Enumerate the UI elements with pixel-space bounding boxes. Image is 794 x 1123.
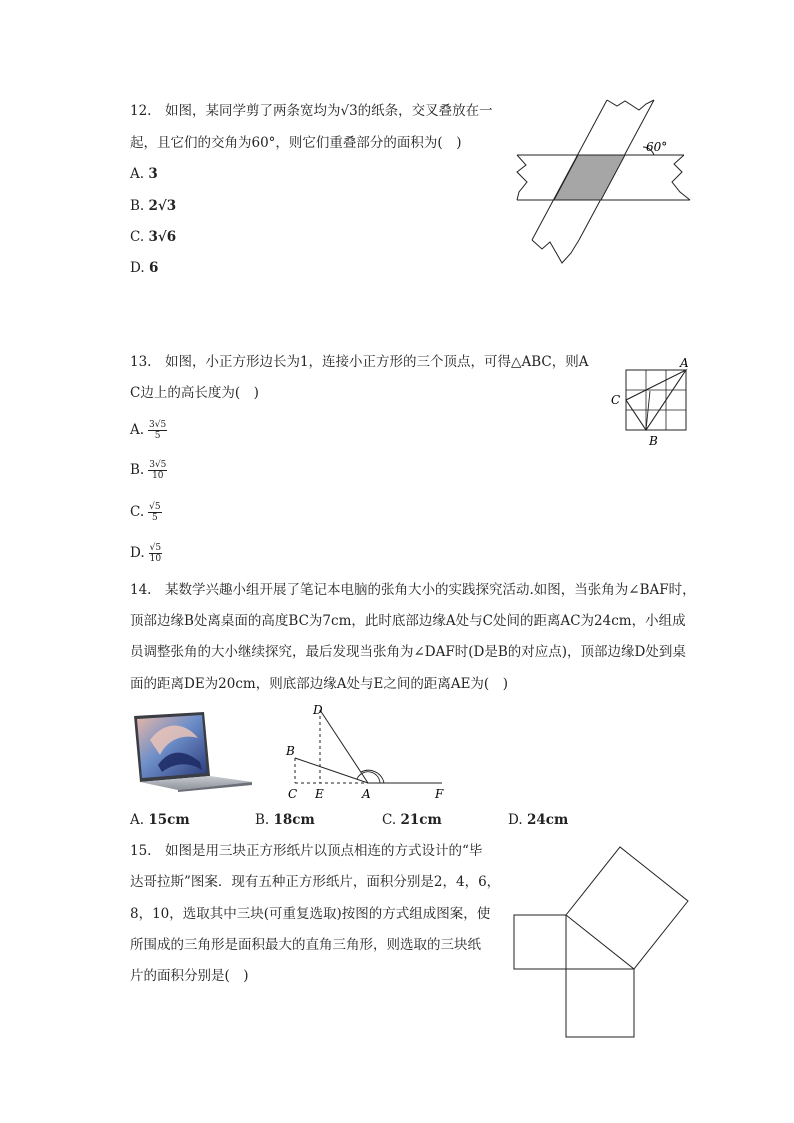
option-label: A. — [130, 422, 145, 438]
q13-option-c[interactable] — [130, 502, 162, 523]
angle-label: 60° — [646, 140, 668, 154]
q13-text-line1: 13. 如图，小正方形边长为1，连接小正方形的三个顶点，可得△ABC，则A — [130, 354, 589, 370]
label-a: A — [362, 787, 371, 801]
square-bottom — [566, 969, 634, 1037]
q14-text-line2: 顶部边缘B处离桌面的高度BC为7cm，此时底部边缘A处与C处间的距离AC为24cm，小组成 — [130, 613, 686, 629]
label-d: D — [313, 703, 323, 717]
q12-option-a[interactable] — [130, 164, 158, 184]
fraction: $\frac{√5}{5}$ — [149, 502, 161, 523]
option-label: A. — [130, 166, 145, 182]
q14-option-b[interactable] — [255, 810, 315, 830]
label-b: B — [649, 434, 658, 448]
label-c: C — [611, 393, 621, 407]
q13-figure-grid-triangle — [608, 355, 700, 450]
q13-text-line2: C边上的高长度为( ) — [130, 385, 259, 401]
label-a: A — [680, 356, 689, 370]
option-label: C. — [382, 812, 397, 828]
option-value: 2√3 — [148, 198, 177, 214]
option-value: 15cm — [148, 812, 190, 828]
option-value: 21cm — [400, 812, 442, 828]
q15-figure-pythagoras-squares — [512, 842, 698, 1042]
fraction: $\frac{√5}{10}$ — [149, 543, 162, 564]
option-label: D. — [130, 260, 145, 276]
option-value: 3√6 — [148, 229, 177, 245]
option-label: A. — [130, 812, 145, 828]
label-c: C — [288, 787, 298, 801]
q15-text-line1: 15. 如图是用三块正方形纸片以顶点相连的方式设计的“毕 — [130, 843, 483, 859]
laptop-image — [130, 710, 255, 792]
q12-option-d[interactable] — [130, 258, 158, 278]
q15-text-line5: 片的面积分别是( ) — [130, 968, 249, 984]
q15-text-line4: 所围成的三角形是面积最大的直角三角形，则选取的三块纸 — [130, 937, 481, 953]
option-label: D. — [508, 812, 523, 828]
option-label: B. — [255, 812, 270, 828]
label-f: F — [435, 787, 444, 801]
q14-option-c[interactable] — [382, 810, 442, 830]
q15-text-line2: 达哥拉斯”图案．现有五种正方形纸片，面积分别是2，4，6， — [130, 874, 501, 890]
option-label: C. — [130, 504, 145, 520]
label-b: B — [286, 744, 295, 758]
option-label: C. — [130, 229, 145, 245]
fraction: $\frac{3√5}{5}$ — [149, 420, 167, 441]
q13-option-a[interactable] — [130, 420, 167, 441]
option-value: 3 — [148, 166, 158, 182]
q14-text-line3: 员调整张角的大小继续探究，最后发现当张角为∠DAF时(D是B的对应点)，顶部边缘D处到桌 — [130, 644, 686, 660]
option-value: 6 — [148, 260, 159, 276]
overlap-region — [554, 155, 625, 200]
option-value: 24cm — [526, 812, 569, 828]
q12-text-line1: 12. 如图，某同学剪了两条宽均为√3的纸条，交叉叠放在一 — [130, 103, 493, 119]
q13-option-b[interactable] — [130, 460, 167, 481]
q14-text-line1: 14. 某数学兴趣小组开展了笔记本电脑的张角大小的实践探究活动.如图，当张角为∠BAF时， — [130, 582, 696, 598]
square-hypotenuse — [566, 847, 688, 969]
q13-option-d[interactable] — [130, 543, 162, 564]
fraction: $\frac{3√5}{10}$ — [149, 460, 167, 481]
q14-option-d[interactable] — [508, 810, 568, 830]
q15-text-line3: 8，10，选取其中三块(可重复选取)按图的方式组成图案，使 — [130, 906, 491, 922]
option-value: 18cm — [273, 812, 315, 828]
triangle-abc — [626, 370, 686, 430]
option-label: D. — [130, 545, 145, 561]
q14-option-a[interactable] — [130, 810, 190, 830]
label-e: E — [315, 787, 324, 801]
option-label: B. — [130, 462, 145, 478]
q14-text-line4: 面的距离DE为20cm，则底部边缘A处与E之间的距离AE为( ) — [130, 676, 508, 692]
q12-figure-crossed-strips — [512, 100, 697, 270]
q12-text-line2: 起，且它们的交角为60°，则它们重叠部分的面积为( ) — [130, 135, 462, 151]
q12-option-b[interactable] — [130, 196, 176, 216]
q14-figure-geometry — [280, 700, 450, 802]
option-label: B. — [130, 198, 145, 214]
square-left — [514, 915, 566, 969]
q12-option-c[interactable] — [130, 227, 176, 247]
